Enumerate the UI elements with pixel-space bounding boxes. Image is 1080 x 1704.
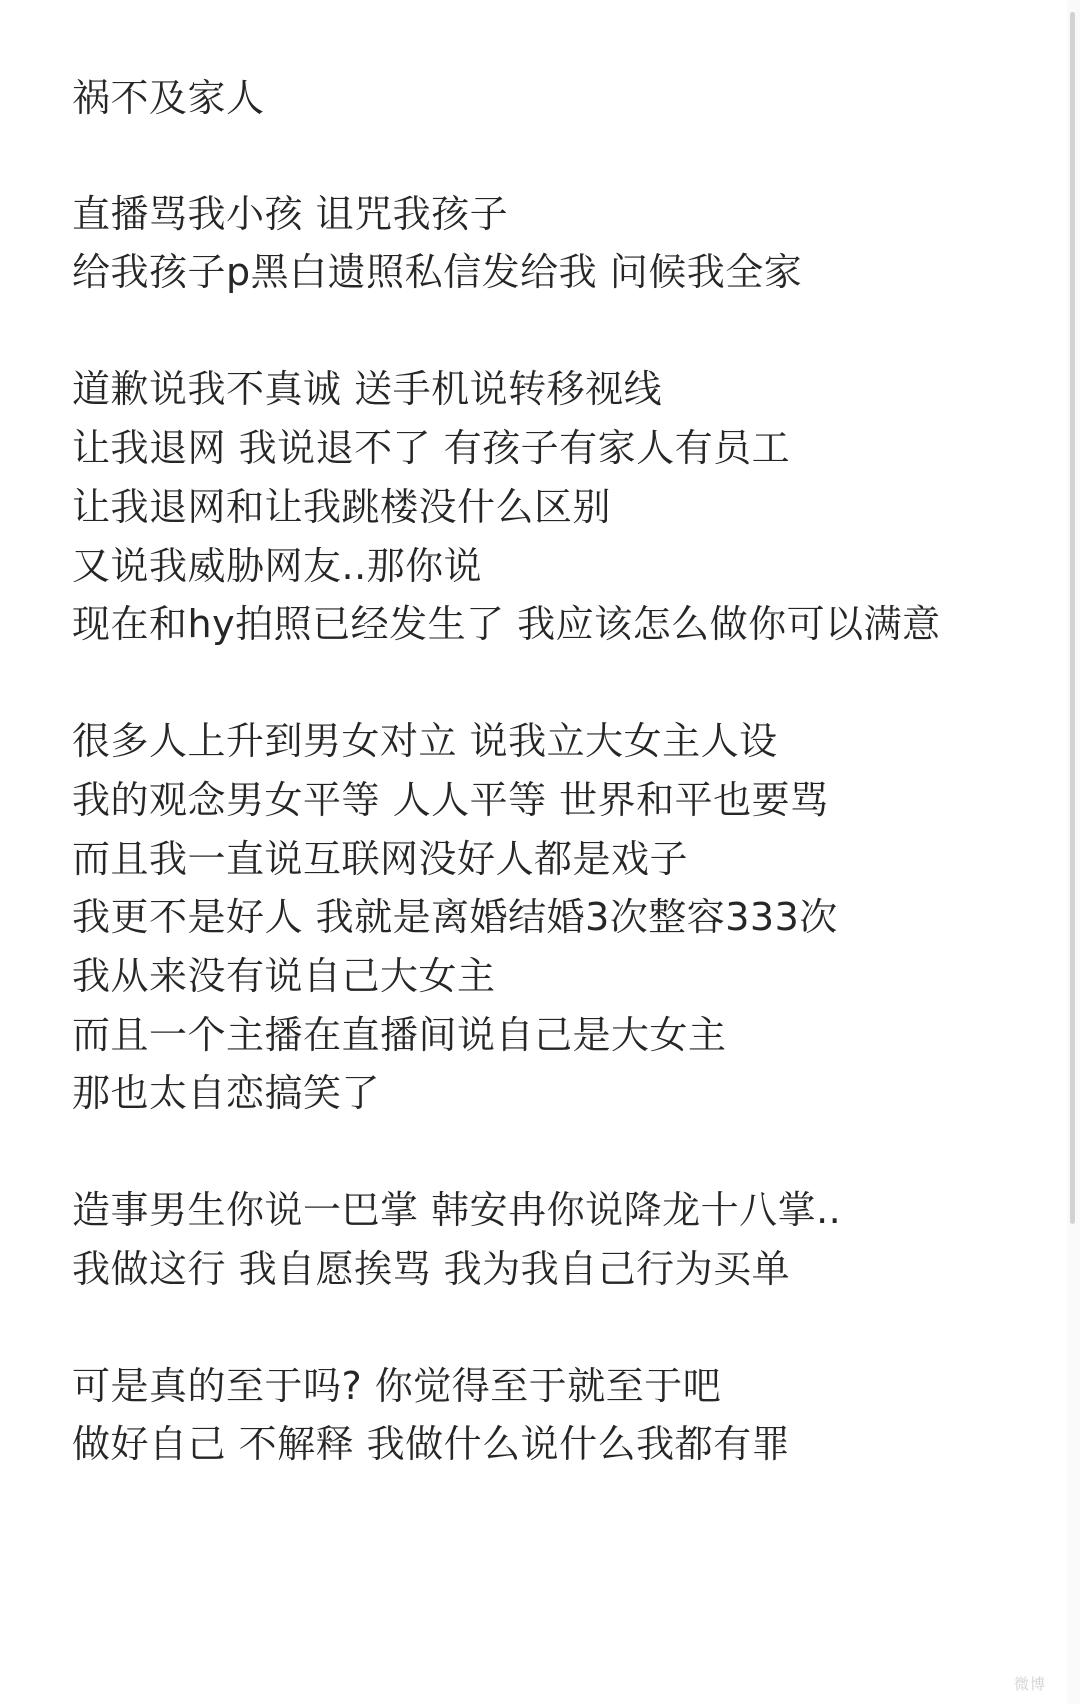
- text-line: 而且我一直说互联网没好人都是戏子: [72, 837, 689, 881]
- text-line: 让我退网和让我跳楼没什么区别: [72, 485, 612, 529]
- text-line: 现在和hy拍照已经发生了 我应该怎么做你可以满意: [72, 602, 941, 646]
- text-line: 直播骂我小孩 诅咒我孩子: [72, 192, 509, 236]
- text-line: 可是真的至于吗? 你觉得至于就至于吧: [72, 1364, 722, 1408]
- scrollbar-thumb[interactable]: [1070, 12, 1075, 1224]
- text-line: 很多人上升到男女对立 说我立大女主人设: [72, 719, 778, 763]
- text-line: 让我退网 我说退不了 有孩子有家人有员工: [72, 426, 791, 470]
- text-line: 我更不是好人 我就是离婚结婚3次整容333次: [72, 895, 838, 939]
- text-line: 造事男生你说一巴掌 韩安冉你说降龙十八掌..: [72, 1188, 842, 1232]
- document-title: 祸不及家人: [72, 76, 265, 120]
- text-line: 做好自己 不解释 我做什么说什么我都有罪: [72, 1422, 791, 1466]
- text-line: 而且一个主播在直播间说自己是大女主: [72, 1013, 727, 1057]
- watermark: 微博: [1013, 1675, 1046, 1693]
- text-line: 我做这行 我自愿挨骂 我为我自己行为买单: [72, 1247, 791, 1291]
- text-line: 我的观念男女平等 人人平等 世界和平也要骂: [72, 778, 829, 822]
- text-line: 又说我威胁网友..那你说: [72, 544, 483, 588]
- text-line: 给我孩子p黑白遗照私信发给我 问候我全家: [72, 250, 803, 294]
- text-line: 那也太自恋搞笑了: [72, 1071, 381, 1115]
- text-line: 道歉说我不真诚 送手机说转移视线: [72, 367, 663, 411]
- text-line: 我从来没有说自己大女主: [72, 954, 496, 998]
